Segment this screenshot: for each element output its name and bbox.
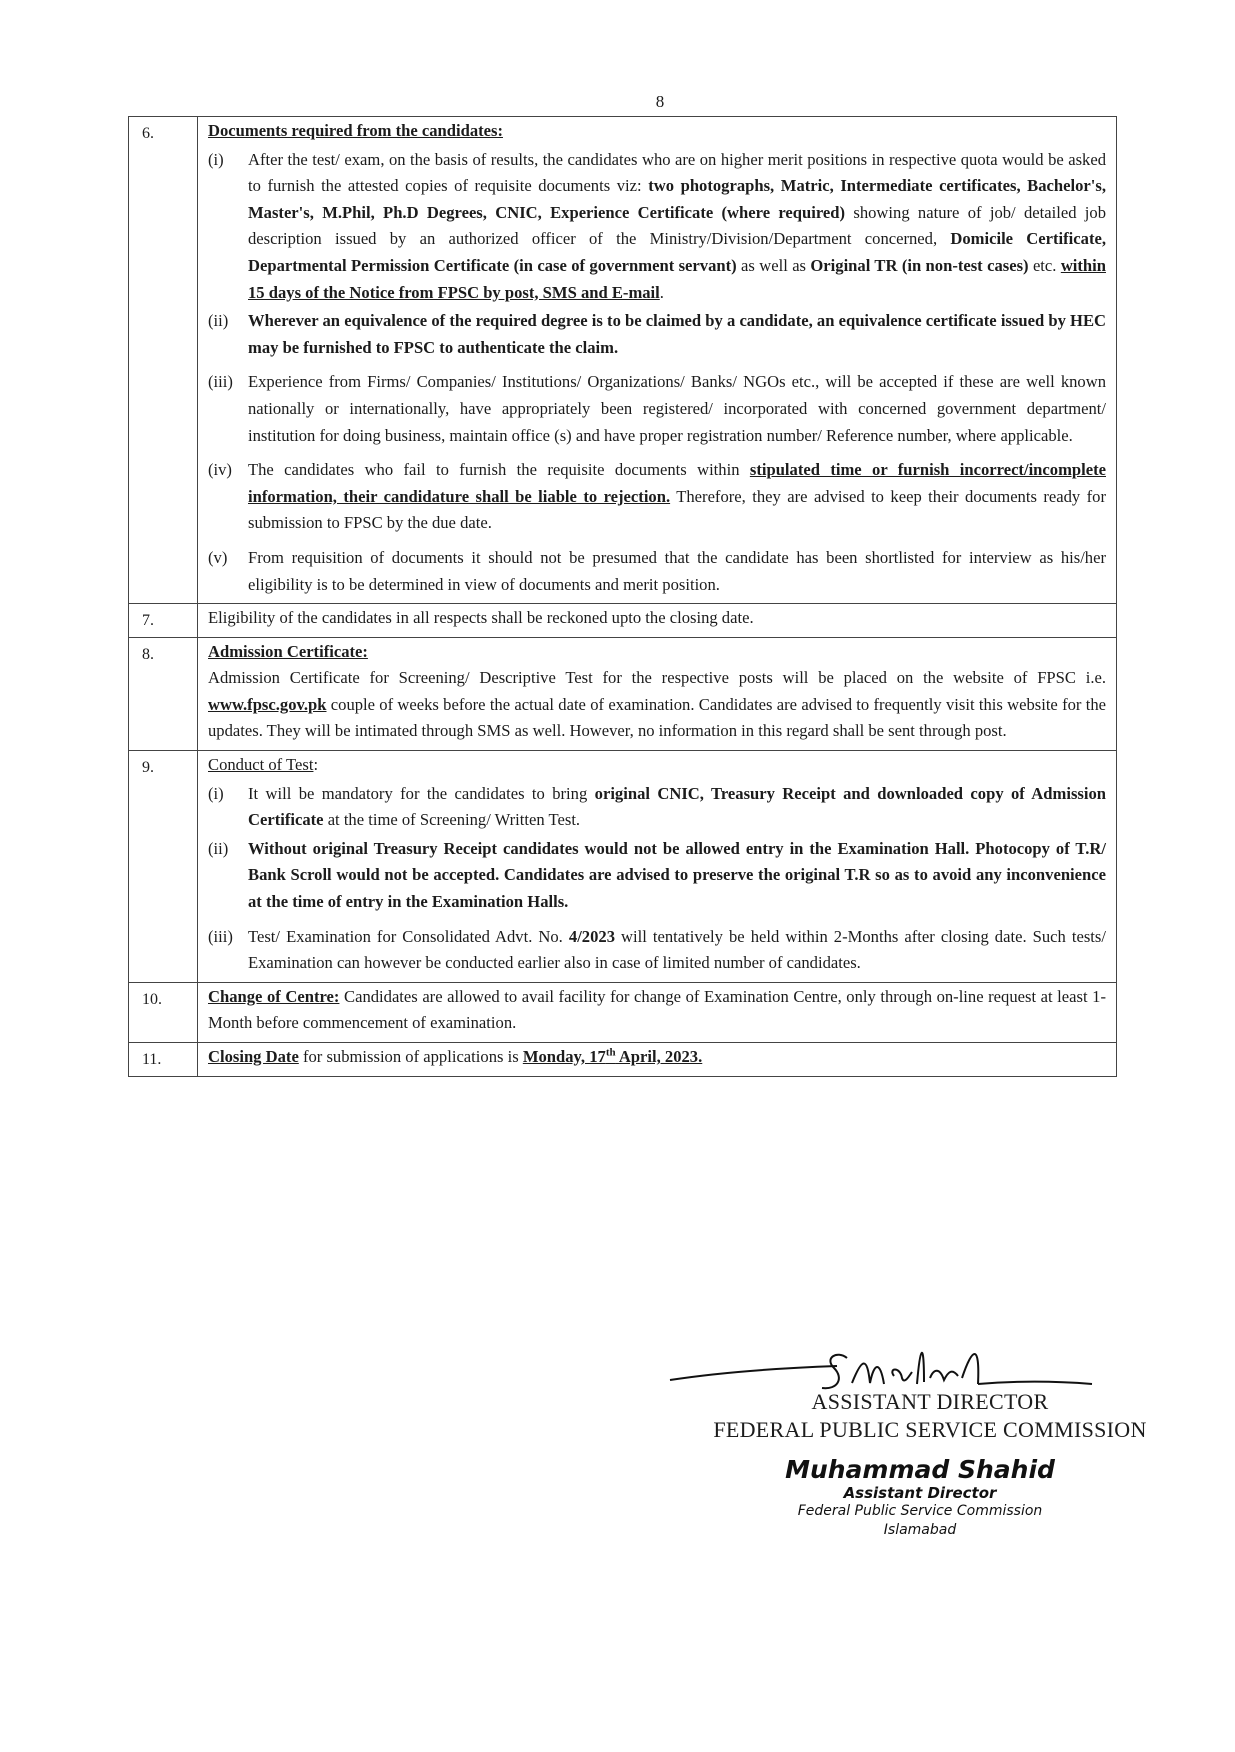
table-row	[129, 1043, 1117, 1077]
item-text: at the time of Screening/ Written Test.	[323, 810, 581, 830]
item-bold-text: original CNIC, Treasury Receipt and downloaded copy of Admission Certificate	[248, 783, 1106, 830]
row-content	[198, 637, 1117, 750]
table-row	[129, 982, 1117, 1042]
closing-date	[523, 1047, 702, 1066]
row-number: 8.	[129, 637, 198, 750]
item-label: (iii)	[208, 372, 233, 392]
item-text: Therefore, they are advised to keep their documents ready for submission to FPSC by the due date.	[248, 486, 1106, 533]
website-link[interactable]: www.fpsc.gov.pk	[208, 694, 327, 714]
paragraph-text: Admission Certificate for Screening/ Descriptive Test for the respective posts will be placed on the website of FPSC i.e.	[208, 668, 1106, 688]
item-label: (ii)	[208, 311, 229, 331]
item-text: will tentatively be held within 2-Months after closing date. Such tests/ Examination can however be conducted earlier also in case of limited number of candidates.	[248, 926, 1106, 973]
table-row	[129, 637, 1117, 750]
list-item	[208, 781, 1106, 834]
section-heading: Conduct of Test	[208, 755, 314, 775]
list-item	[208, 924, 1106, 977]
list-item	[208, 836, 1106, 916]
row-number: 11.	[129, 1043, 198, 1077]
item-underlined-text: within 15 days of the Notice from FPSC by post, SMS and E-mail	[248, 255, 1106, 302]
item-text: .	[659, 282, 664, 302]
table-row	[129, 117, 1117, 604]
item-text: It will be mandatory for the candidates to bring	[248, 783, 595, 803]
list-item	[208, 545, 1106, 598]
signatory-block	[660, 1330, 1200, 1444]
signatory-title: ASSISTANT DIRECTOR	[811, 1389, 1049, 1414]
item-label: (iv)	[208, 460, 232, 480]
row-content: Eligibility of the candidates in all respects shall be reckoned upto the closing date.	[198, 604, 1117, 638]
stamp-name: Muhammad Shahid	[785, 1455, 1055, 1484]
date-suffix: th	[605, 1046, 616, 1059]
item-text: The candidates who fail to furnish the requisite documents within	[248, 460, 750, 480]
row-content	[198, 1043, 1117, 1077]
item-text: From requisition of documents it should not be presumed that the candidate has been shortlisted for interview as his/her eligibility is to be determined in view of documents and merit position.	[248, 547, 1106, 594]
paragraph	[208, 665, 1106, 745]
section-heading: Closing Date	[208, 1047, 299, 1066]
item-bold-text: two photographs, Matric, Intermediate certificates, Bachelor's, Master's, M.Phil, Ph.D Degrees, CNIC, Experience Certificate (where required)	[248, 176, 1106, 222]
signatory-organization: FEDERAL PUBLIC SERVICE COMMISSION	[713, 1417, 1147, 1442]
section-heading: Change of Centre:	[208, 986, 340, 1006]
closing-date-day: Monday, 17	[522, 1047, 606, 1066]
item-text: Experience from Firms/ Companies/ Institutions/ Organizations/ Banks/ NGOs etc., will be accepted if these are well known nationally or internationally, have appropriately been registered/ incorporated with concerned government department/ institution for doing business, maintain office (s) and have proper registration number/ Reference number, where applicable.	[248, 372, 1106, 445]
list-item	[208, 457, 1106, 537]
item-label: (iii)	[208, 926, 233, 946]
official-stamp	[770, 1455, 1070, 1540]
paragraph-text: Candidates are allowed to avail facility for change of Examination Centre, only through on-line request at least 1-Month before commencement of examination.	[208, 986, 1106, 1033]
section-heading: Documents required from the candidates:	[208, 121, 503, 140]
item-text: After the test/ exam, on the basis of results, the candidates who are on higher merit positions in respective quota would be asked to furnish the attested copies of requisite documents viz:	[248, 149, 1106, 196]
list-item	[208, 369, 1106, 449]
closing-date-month-year: April, 2023.	[615, 1047, 703, 1066]
list-item	[208, 147, 1106, 307]
item-label: (i)	[208, 783, 224, 803]
item-underlined-text: stipulated time or furnish incorrect/incomplete information, their candidature shall be liable to rejection.	[248, 460, 1106, 506]
section-heading: Admission Certificate:	[208, 641, 368, 661]
section-heading-line	[208, 752, 1106, 779]
heading-colon: :	[313, 755, 319, 775]
item-bold-text: Wherever an equivalence of the required degree is to be claimed by a candidate, an equivalence certificate issued by HEC may be furnished to FPSC to authenticate the claim.	[248, 311, 1106, 357]
table-row	[129, 751, 1117, 983]
item-bold-text: 4/2023	[568, 926, 615, 946]
stamp-city: Islamabad	[883, 1522, 957, 1538]
requirements-table	[128, 116, 1117, 1077]
paragraph-text: couple of weeks before the actual date of examination. Candidates are advised to frequently visit this website for the updates. They will be intimated through SMS as well. However, no information in this regard shall be sent through post.	[208, 694, 1106, 741]
item-text: Test/ Examination for Consolidated Advt. No.	[248, 926, 569, 946]
item-bold-text: Original TR (in non-test cases)	[810, 255, 1029, 275]
item-text: as well as	[736, 255, 811, 275]
table-row	[129, 604, 1117, 638]
item-text: etc.	[1028, 255, 1061, 275]
list-item	[208, 308, 1106, 361]
item-bold-text: Domicile Certificate, Departmental Permission Certificate (in case of government servant)	[248, 229, 1106, 275]
item-label: (i)	[208, 149, 224, 169]
row-content	[198, 982, 1117, 1042]
row-number: 9.	[129, 751, 198, 983]
item-label: (ii)	[208, 838, 229, 858]
page-number: 8	[655, 92, 665, 111]
item-label: (v)	[208, 547, 228, 567]
row-number: 6.	[129, 117, 198, 604]
item-text: showing nature of job/ detailed job description issued by an authorized officer of the Ministry/Division/Department concerned,	[248, 202, 1107, 249]
row-number: 7.	[129, 604, 198, 638]
row-content	[198, 117, 1117, 604]
stamp-role: Assistant Director	[843, 1484, 997, 1502]
item-bold-text: Without original Treasury Receipt candidates would not be allowed entry in the Examination Hall. Photocopy of T.R/ Bank Scroll would not be accepted. Candidates are advised to preserve the original T.R so as to avoid any inconvenience at the time of entry in the Examination Halls.	[248, 838, 1106, 912]
stamp-organization: Federal Public Service Commission	[797, 1503, 1043, 1519]
row-content	[198, 751, 1117, 983]
row-number: 10.	[129, 982, 198, 1042]
paragraph-text: for submission of applications is	[298, 1047, 523, 1066]
